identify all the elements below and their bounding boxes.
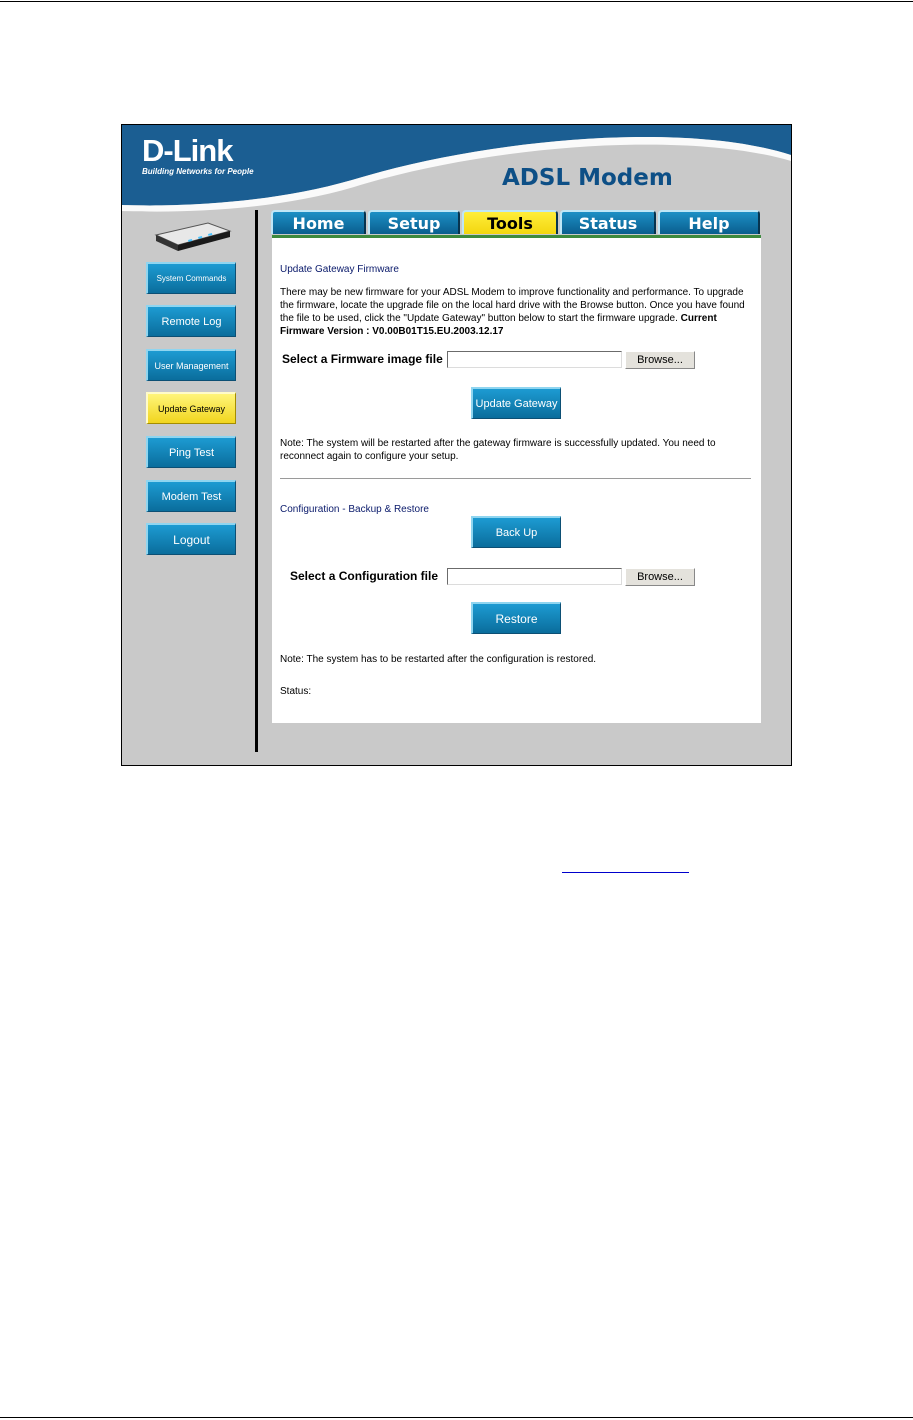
main-content-panel: [272, 235, 761, 723]
page-top-rule: [0, 1, 913, 2]
tab-tools[interactable]: Tools: [462, 210, 558, 234]
firmware-file-label: Select a Firmware image file: [282, 352, 443, 366]
firmware-note: Note: The system will be restarted after the gateway firmware is successfully updated. You need to reconnect again to configure your setup.: [280, 438, 716, 462]
config-file-input[interactable]: [447, 568, 622, 585]
sidebar-divider: [255, 210, 258, 752]
sidebar-item-user-management[interactable]: User Management: [146, 349, 236, 381]
logo-tagline: Building Networks for People: [142, 167, 254, 176]
tab-help[interactable]: Help: [658, 210, 760, 234]
config-note: Note: The system has to be restarted after the configuration is restored.: [280, 654, 597, 665]
sidebar-item-remote-log[interactable]: Remote Log: [146, 305, 236, 337]
firmware-description-text: There may be new firmware for your ADSL Modem to improve functionality and performance. To upgrade the firmware, locate the upgrade file on the local hard drive with the Browse button. Once you have found the file to be used, click the "Update Gateway" button below to start the firmware upgrade.: [280, 287, 745, 324]
sidebar-item-system-commands[interactable]: System Commands: [146, 262, 236, 294]
backup-button[interactable]: Back Up: [471, 516, 561, 548]
config-section-title: Configuration - Backup & Restore: [280, 504, 429, 515]
tab-setup[interactable]: Setup: [368, 210, 460, 234]
config-browse-button[interactable]: Browse...: [625, 568, 695, 586]
tab-home[interactable]: Home: [271, 210, 366, 234]
page-bottom-rule: [0, 1417, 913, 1418]
firmware-section-title: Update Gateway Firmware: [280, 264, 399, 275]
sidebar-item-modem-test[interactable]: Modem Test: [146, 480, 236, 512]
tab-status[interactable]: Status: [560, 210, 656, 234]
caption-link[interactable]: [562, 856, 689, 873]
logo-brand: D-Link: [142, 133, 233, 168]
modem-image: [152, 215, 232, 255]
update-gateway-button[interactable]: Update Gateway: [471, 387, 561, 419]
restore-button[interactable]: Restore: [471, 602, 561, 634]
top-nav-tabs: [271, 210, 763, 234]
dlink-logo: [142, 135, 254, 176]
sidebar-item-logout[interactable]: Logout: [146, 523, 236, 555]
router-admin-screenshot: [121, 124, 792, 766]
section-divider: [280, 478, 751, 480]
sidebar-item-update-gateway[interactable]: Update Gateway: [146, 392, 236, 424]
firmware-file-input[interactable]: [447, 351, 622, 368]
config-file-label: Select a Configuration file: [290, 569, 439, 583]
product-title: ADSL Modem: [502, 165, 673, 191]
firmware-description: [280, 286, 755, 338]
firmware-browse-button[interactable]: Browse...: [625, 351, 695, 369]
firmware-version-label: Current Firmware Version :: [280, 313, 717, 337]
status-label: Status:: [280, 686, 312, 697]
firmware-version-value: V0.00B01T15.EU.2003.12.17: [372, 326, 504, 337]
sidebar-item-ping-test[interactable]: Ping Test: [146, 436, 236, 468]
